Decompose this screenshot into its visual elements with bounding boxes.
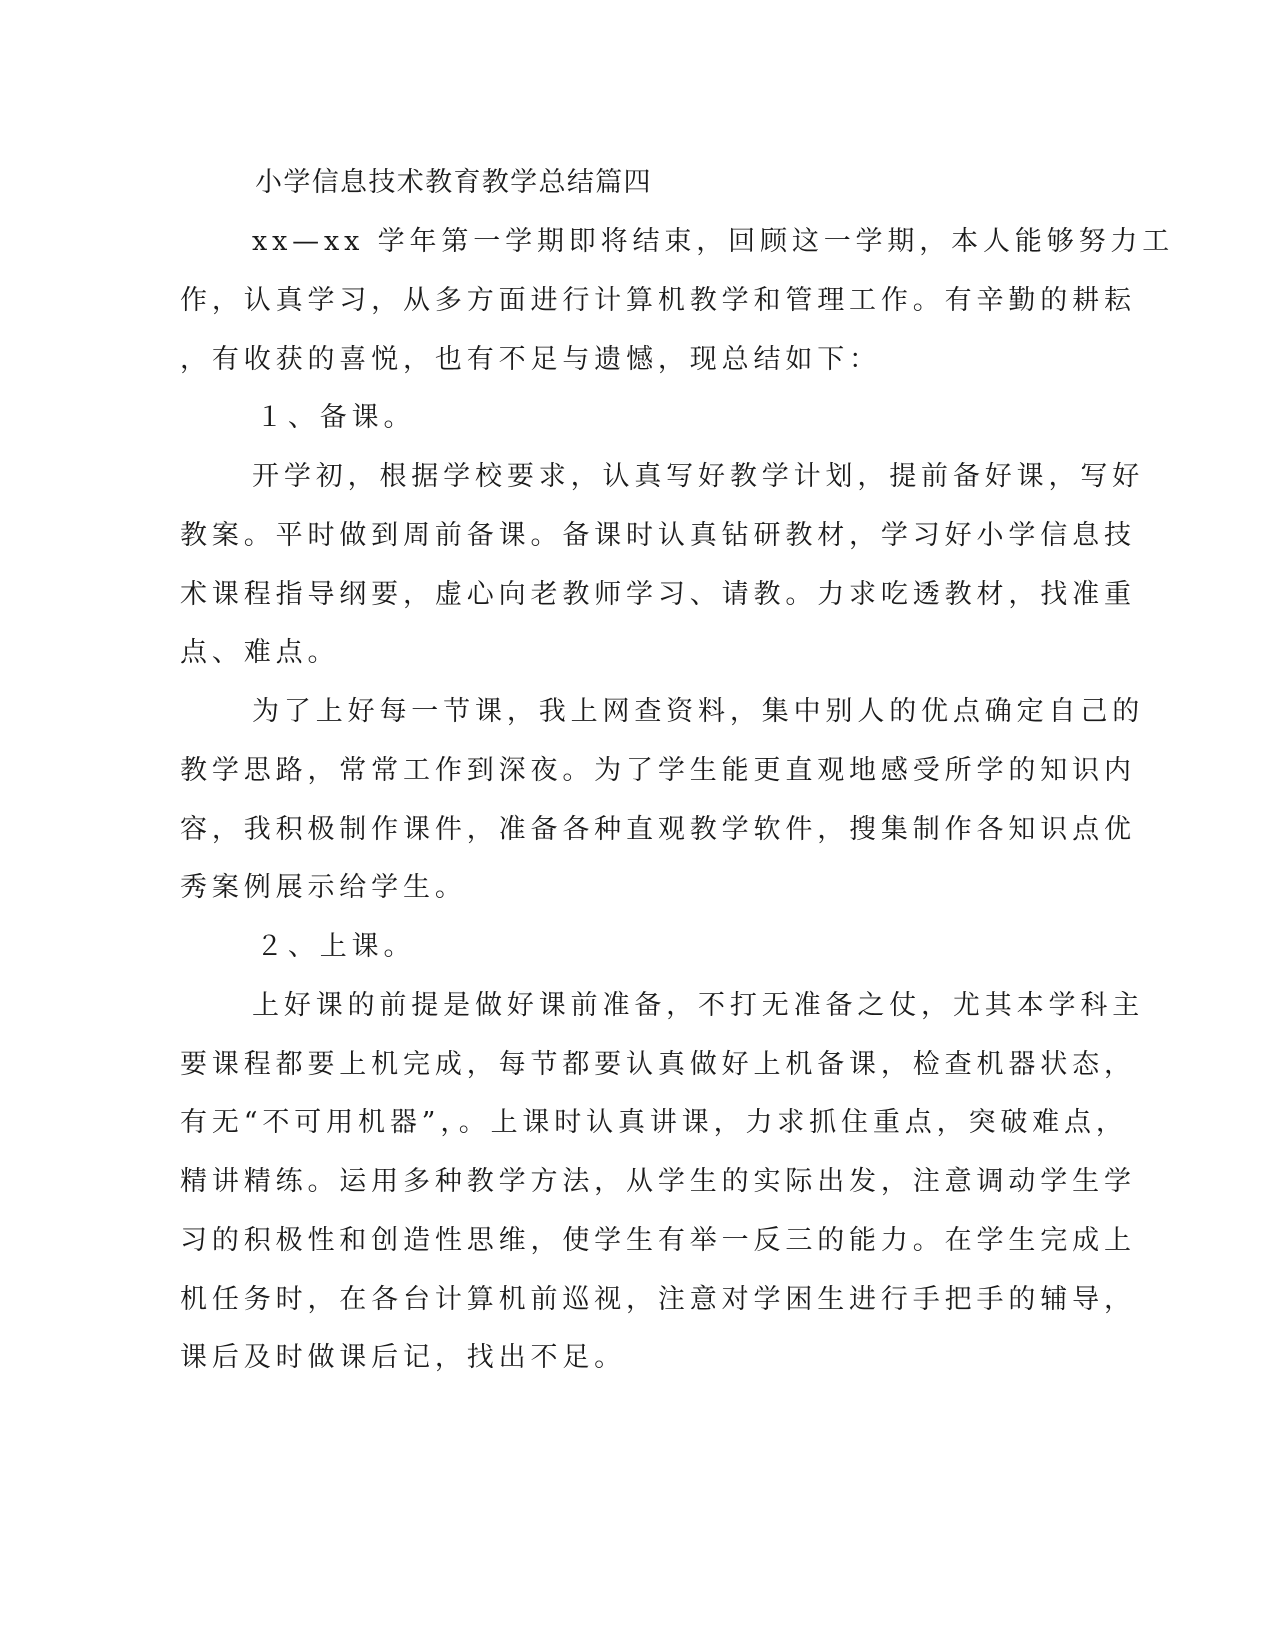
text-line: 容，我积极制作课件，准备各种直观教学软件，搜集制作各知识点优	[180, 814, 1136, 845]
text-line: 开学初，根据学校要求，认真写好教学计划，提前备好课，写好	[252, 461, 1145, 492]
text-line: ，有收获的喜悦，也有不足与遗憾，现总结如下：	[180, 344, 881, 375]
section-heading: １、备课。	[256, 402, 416, 433]
text-line: 精讲精练。运用多种教学方法，从学生的实际出发，注意调动学生学	[180, 1166, 1136, 1197]
text-line: 上好课的前提是做好课前准备，不打无准备之仗，尤其本学科主	[252, 990, 1145, 1021]
text-line: 要课程都要上机完成，每节都要认真做好上机备课，检查机器状态，	[180, 1049, 1136, 1080]
text-line: 机任务时，在各台计算机前巡视，注意对学困生进行手把手的辅导，	[180, 1284, 1136, 1315]
text-line: 点、难点。	[180, 637, 340, 668]
text-line: xx—xx 学年第一学期即将结束，回顾这一学期，本人能够努力工	[252, 226, 1175, 257]
text-line: 习的积极性和创造性思维，使学生有举一反三的能力。在学生完成上	[180, 1225, 1136, 1256]
text-line: 术课程指导纲要，虚心向老教师学习、请教。力求吃透教材，找准重	[180, 579, 1136, 610]
text-line: 为了上好每一节课，我上网查资料，集中别人的优点确定自己的	[252, 696, 1145, 727]
document-title: 小学信息技术教育教学总结篇四	[255, 167, 652, 198]
text-line: 有无“不可用机器”，。上课时认真讲课，力求抓住重点，突破难点，	[180, 1107, 1128, 1138]
section-heading: ２、上课。	[256, 931, 416, 962]
text-line: 教案。平时做到周前备课。备课时认真钻研教材，学习好小学信息技	[180, 520, 1136, 551]
text-line: 秀案例展示给学生。	[180, 872, 467, 903]
text-line: 教学思路，常常工作到深夜。为了学生能更直观地感受所学的知识内	[180, 755, 1136, 786]
text-line: 作，认真学习，从多方面进行计算机教学和管理工作。有辛勤的耕耘	[180, 285, 1136, 316]
text-line: 课后及时做课后记，找出不足。	[180, 1342, 627, 1373]
